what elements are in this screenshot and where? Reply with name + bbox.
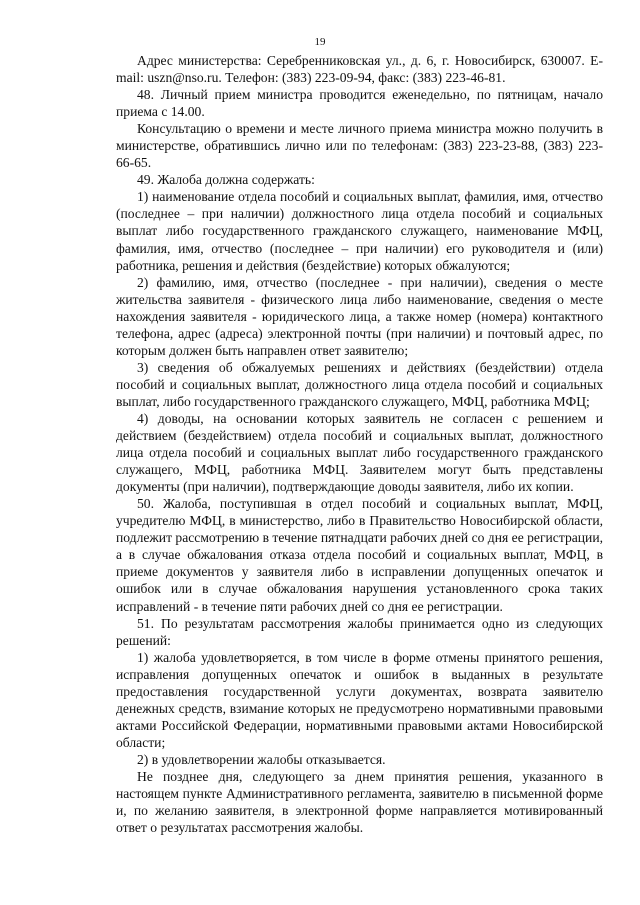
paragraph-49: 49. Жалоба должна содержать: bbox=[137, 172, 315, 188]
paragraph-response-notice: Не позднее дня, следующего за днем принятия решения, указанного в настоящем пункте Административного регламента, заявителю в письменной форме и, по желанию заявителя, в электронной форме направляется мотивированный ответ о результатах рассмотрения жалобы. bbox=[116, 768, 603, 836]
page-number: 19 bbox=[314, 36, 326, 48]
paragraph-49-item-4: 4) доводы, на основании которых заявитель не согласен с решением и действием (бездействием) отдела пособий и социальных выплат, должностного лица отдела пособий и социальных выплат либо государственного гражданского служащего, МФЦ, работника МФЦ. Заявителем могут быть представлены документы (при наличии), подтверждающие доводы заявителя, либо их копии. bbox=[116, 410, 603, 495]
paragraph-ministry-address: Адрес министерства: Серебренниковская ул., д. 6, г. Новосибирск, 630007. E-mail: uszn@nso.ru. Телефон: (383) 223-09-94, факс: (383) 223-46-81. bbox=[116, 53, 603, 86]
document-body bbox=[116, 52, 603, 836]
paragraph-48: 48. Личный прием министра проводится еженедельно, по пятницам, начало приема с 14.00. bbox=[116, 87, 603, 120]
paragraph-51: 51. По результатам рассмотрения жалобы принимается одно из следующих решений: bbox=[116, 615, 603, 648]
paragraph-consultation: Консультацию о времени и месте личного приема министра можно получить в министерстве, обратившись лично или по телефонам: (383) 223-23-88, (383) 223-66-65. bbox=[116, 121, 603, 171]
paragraph-50: 50. Жалоба, поступившая в отдел пособий и социальных выплат, МФЦ, учредителю МФЦ, в министерство, либо в Правительство Новосибирской области, подлежит рассмотрению в течение пятнадцати рабочих дней со дня ее регистрации, а в случае обжалования отказа отдела пособий и социальных выплат, МФЦ, в приеме документов у заявителя либо в исправлении допущенных опечаток и ошибок или в случае обжалования нарушения установленного срока таких исправлений - в течение пяти рабочих дней со дня ее регистрации. bbox=[116, 496, 603, 614]
paragraph-49-item-1: 1) наименование отдела пособий и социальных выплат, фамилия, имя, отчество (последнее – при наличии) должностного лица отдела пособий и социальных выплат либо государственного гражданского служащего, наименование МФЦ, фамилия, имя, отчество (последнее – при наличии) его руководителя и (или) работника, решения и действия (бездействие) которых обжалуются; bbox=[116, 189, 603, 273]
paragraph-49-item-2: 2) фамилию, имя, отчество (последнее - при наличии), сведения о месте жительства заявителя - физического лица либо наименование, сведения о месте нахождения заявителя - юридического лица, а также номер (номера) контактного телефона, адрес (адреса) электронной почты (при наличии) и почтовый адрес, по которым должен быть направлен ответ заявителю; bbox=[116, 274, 603, 358]
paragraph-49-item-3: 3) сведения об обжалуемых решениях и действиях (бездействии) отдела пособий и социальных выплат, должностного лица отдела пособий и социальных выплат, либо государственного гражданского служащего, МФЦ, работника МФЦ; bbox=[116, 359, 603, 409]
paragraph-51-item-1: 1) жалоба удовлетворяется, в том числе в форме отмены принятого решения, исправления допущенных опечаток и ошибок в выданных в результате предоставления государственной услуги документах, возврата заявителю денежных средств, взимание которых не предусмотрено нормативными правовыми актами Российской Федерации, нормативными правовыми актами Новосибирской области; bbox=[116, 649, 603, 750]
paragraph-51-item-2: 2) в удовлетворении жалобы отказывается. bbox=[137, 751, 386, 767]
